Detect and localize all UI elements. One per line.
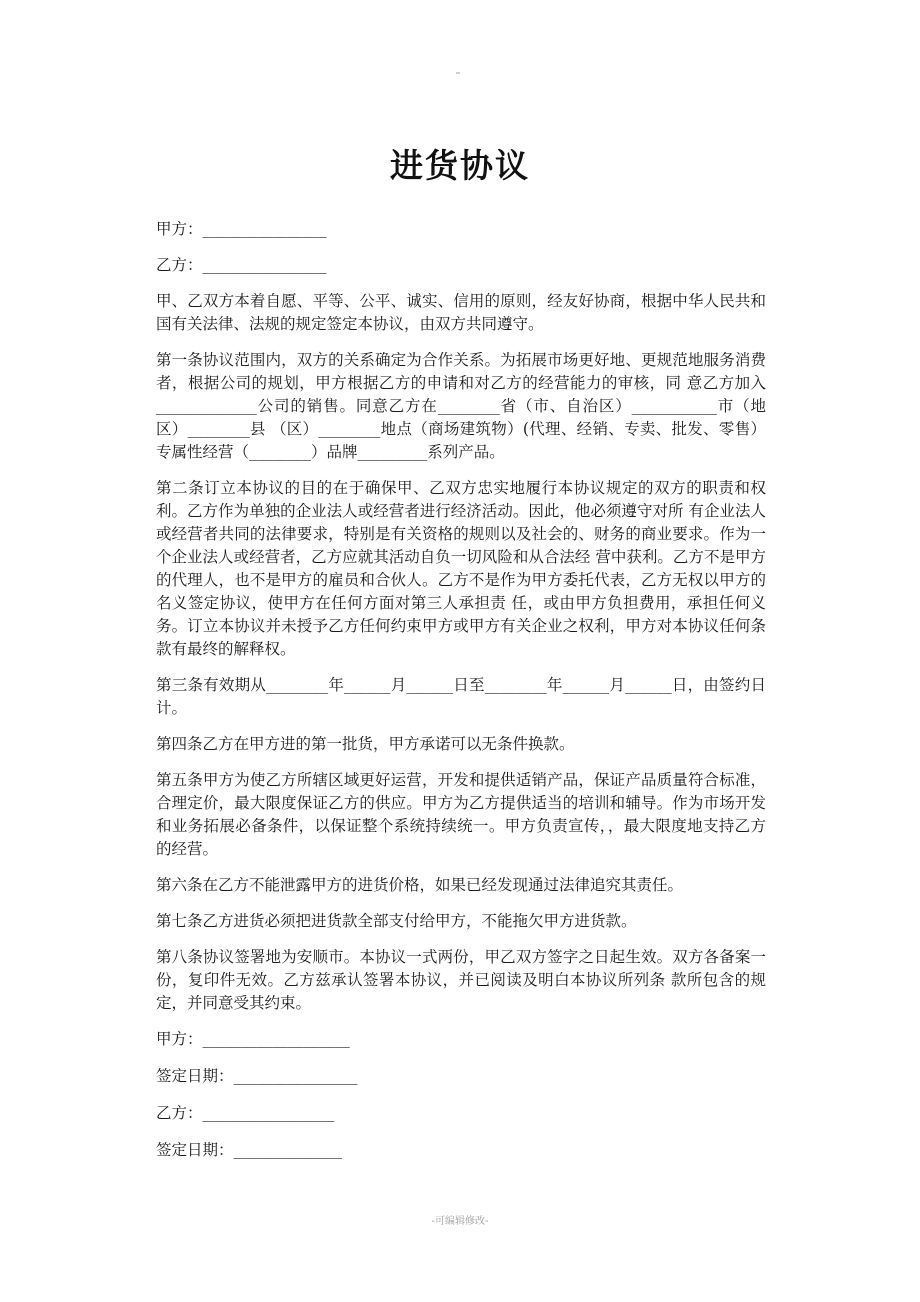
article-5-paragraph: 第五条甲方为使乙方所辖区域更好运营，开发和提供适销产品，保证产品质量符合标准，合理定价，最大限度保证乙方的供应。甲方为乙方提供适当的培训和辅导。作为市场开发和业务拓展必备条件，以保证整个系统持续统一。甲方负责宣传，，最大限度地支持乙方的经营。 xyxy=(156,771,766,858)
preamble-paragraph: 甲、乙双方本着自愿、平等、公平、诚实、信用的原则，经友好协商，根据中华人民共和国有关法律、法规的规定签定本协议，由双方共同遵守。 xyxy=(156,292,766,333)
signature-party-b-date: 签定日期：______________ xyxy=(156,1141,343,1159)
article-7-paragraph: 第七条乙方进货必须把进货款全部支付给甲方，不能拖欠甲方进货款。 xyxy=(156,912,637,930)
article-4-paragraph: 第四条乙方在甲方进的第一批货，甲方承诺可以无条件换款。 xyxy=(156,735,575,753)
party-b-line: 乙方：________________ xyxy=(156,256,327,274)
article-3-paragraph: 第三条有效期从________年______月______日至________年______月______日，由签约日计。 xyxy=(156,676,766,717)
article-1-paragraph: 第一条协议范围内，双方的关系确定为合作关系。为拓展市场更好地、更规范地服务消费者，根据公司的规划，甲方根据乙方的申请和对乙方的经营能力的审核，同 意乙方加入_____________公司的销售。同意乙方在________省（市、自治区）___________市（地区）________县 （区）________地点（商场建筑物）(代理、经销、专卖、批发、零售）专属性经营（________）品牌_________系列产品。 xyxy=(156,351,766,461)
document-title: 进货协议 xyxy=(390,146,530,185)
top-mark xyxy=(456,72,460,74)
article-6-paragraph: 第六条在乙方不能泄露甲方的进货价格，如果已经发现通过法律追究其责任。 xyxy=(156,876,684,894)
signature-party-a: 甲方：___________________ xyxy=(156,1030,350,1048)
document-body xyxy=(156,218,766,1176)
signature-party-b: 乙方：_________________ xyxy=(156,1104,335,1122)
article-2-paragraph: 第二条订立本协议的目的在于确保甲、乙双方忠实地履行本协议规定的双方的职责和权利。乙方作为单独的企业法人或经营者进行经济活动。因此，他必须遵守对所 有企业法人或经营者共同的法律要求，特别是有关资格的规则以及社会的、财务的商业要求。作为一个企业法人或经营者，乙方应就其活动自负一切风险和从合法经 营中获利。乙方不是甲方的代理人，也不是甲方的雇员和合伙人。乙方不是作为甲方委托代表，乙方无权以甲方的名义签定协议，使甲方在任何方面对第三人承担责 任，或由甲方负担费用，承担任何义务。订立本协议并未授予乙方任何约束甲方或甲方有关企业之权利，甲方对本协议任何条款有最终的解释权。 xyxy=(156,479,766,658)
page-footer: -可编辑修改- xyxy=(431,1216,489,1227)
signature-party-a-date: 签定日期：________________ xyxy=(156,1067,358,1085)
party-a-line: 甲方：________________ xyxy=(156,220,327,238)
article-8-paragraph: 第八条协议签署地为安顺市。本协议一式两份，甲乙双方签字之日起生效。双方各备案一份，复印件无效。乙方兹承认签署本协议，并已阅读及明白本协议所列条 款所包含的规定，并同意受其约束。 xyxy=(156,948,766,1012)
